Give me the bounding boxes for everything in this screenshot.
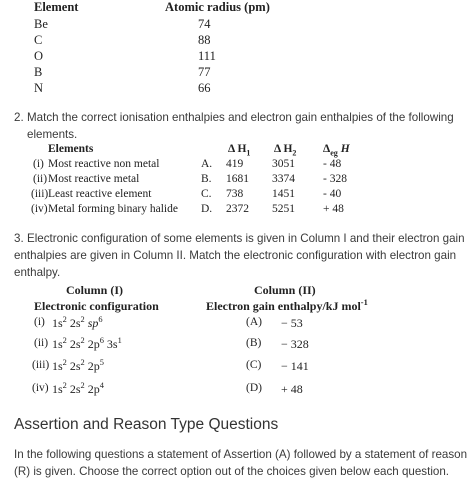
table1-cell-radius: 77	[198, 65, 211, 79]
q2-row-heg: - 40	[323, 188, 342, 200]
table1-cell-radius: 88	[198, 33, 211, 47]
q3-config: $1s^2$ $2s^2$ $sp^6$	[52, 315, 103, 330]
q2-row-num: (iii)	[31, 188, 49, 200]
q2-row-num: (iv)	[31, 203, 48, 215]
q2-row-letter: D.	[201, 203, 213, 215]
section-text-line2: (R) is given. Choose the correct option out of the choices given below each question.	[14, 465, 450, 478]
q2-row-num: (i)	[33, 158, 44, 170]
q3-text-line2: enthalpies are given in Column II. Match the electronic configuration with electron gain	[14, 249, 457, 262]
q2-text-line1: Match the correct ionisation enthalpies and electron gain enthalpies of the following	[27, 111, 454, 124]
table1-cell-element: O	[34, 49, 44, 63]
q3-row-value: − 53	[281, 316, 303, 330]
table1-cell-element: B	[34, 65, 43, 79]
q3-row-letter: (B)	[246, 337, 262, 349]
q3-row-num: (ii)	[34, 337, 49, 349]
q3-row-letter: (C)	[246, 359, 262, 371]
table1-header-radius: Atomic radius (pm)	[165, 0, 270, 14]
q3-row-letter: (A)	[246, 316, 262, 328]
q2-row-h2: 3374	[272, 173, 295, 185]
q3-row-num: (iii)	[32, 359, 50, 371]
q2-number: 2.	[14, 111, 24, 124]
q2-row-heg: - 328	[323, 173, 347, 185]
q2-row-num: (ii)	[33, 173, 48, 185]
q3-text-line1: Electronic configuration of some elements is given in Column I and their electron gain	[27, 232, 465, 245]
q2-row-element: Most reactive metal	[48, 173, 140, 185]
q3-config: $1s^2$ $2s^2$ $2p^4$	[52, 381, 104, 396]
table1-header-element: Element	[34, 0, 79, 14]
q2-row-heg: + 48	[323, 203, 344, 215]
q2-row-element: Least reactive element	[48, 188, 152, 200]
q2-row-h1: 419	[226, 158, 244, 170]
q3-col1-subtitle: Electronic configuration	[34, 299, 159, 313]
q3-col2-subtitle: Electron gain enthalpy/kJ mol$^{-1}$	[206, 298, 368, 313]
q2-row-h2: 1451	[272, 188, 295, 200]
q3-number: 3.	[14, 232, 24, 245]
q2-header-elements: Elements	[48, 143, 94, 155]
q3-config: $1s^2$ $2s^2$ $2p^5$	[52, 358, 104, 373]
q2-row-element: Metal forming binary halide	[48, 203, 178, 215]
q3-row-num: (iv)	[32, 382, 49, 394]
table1-cell-element: N	[34, 81, 44, 95]
q3-row-value: − 328	[281, 337, 309, 351]
q2-row-h2: 5251	[272, 203, 295, 215]
q2-header-h1: Δ $H_1$	[228, 143, 251, 158]
q3-row-value: + 48	[281, 382, 303, 396]
table1-cell-element: Be	[34, 17, 48, 31]
q3-text-line3: enthalpy.	[14, 266, 61, 279]
q2-header-heg: $\Delta_{eg}$ H	[323, 143, 350, 158]
q2-row-h2: 3051	[272, 158, 295, 170]
table1-cell-radius: 74	[198, 17, 211, 31]
q2-row-h1: 738	[226, 188, 244, 200]
q2-text-line2: elements.	[27, 128, 78, 141]
q3-col2-title: Column (II)	[254, 283, 316, 297]
q3-col1-title: Column (I)	[66, 283, 124, 297]
q3-row-num: (i)	[34, 316, 45, 328]
q2-row-letter: C.	[201, 188, 212, 200]
q3-config: $1s^2$ $2s^2$ $2p^6$ $3s^1$	[52, 336, 122, 351]
q2-row-heg: - 48	[323, 158, 342, 170]
q3-row-letter: (D)	[246, 382, 262, 394]
section-text-line1: In the following questions a statement of Assertion (A) followed by a statement of reason	[14, 448, 468, 461]
q2-row-h1: 1681	[226, 173, 249, 185]
table1-cell-radius: 66	[198, 81, 211, 95]
q3-row-value: − 141	[281, 359, 309, 373]
q2-row-h1: 2372	[226, 203, 249, 215]
q2-header-h2: Δ $H_2$	[274, 143, 297, 158]
q2-row-letter: A.	[201, 158, 213, 170]
table1-cell-element: C	[34, 33, 43, 47]
table1-cell-radius: 111	[198, 49, 216, 63]
section-heading: Assertion and Reason Type Questions	[14, 416, 279, 433]
q2-row-letter: B.	[201, 173, 212, 185]
q2-row-element: Most reactive non metal	[48, 158, 160, 170]
